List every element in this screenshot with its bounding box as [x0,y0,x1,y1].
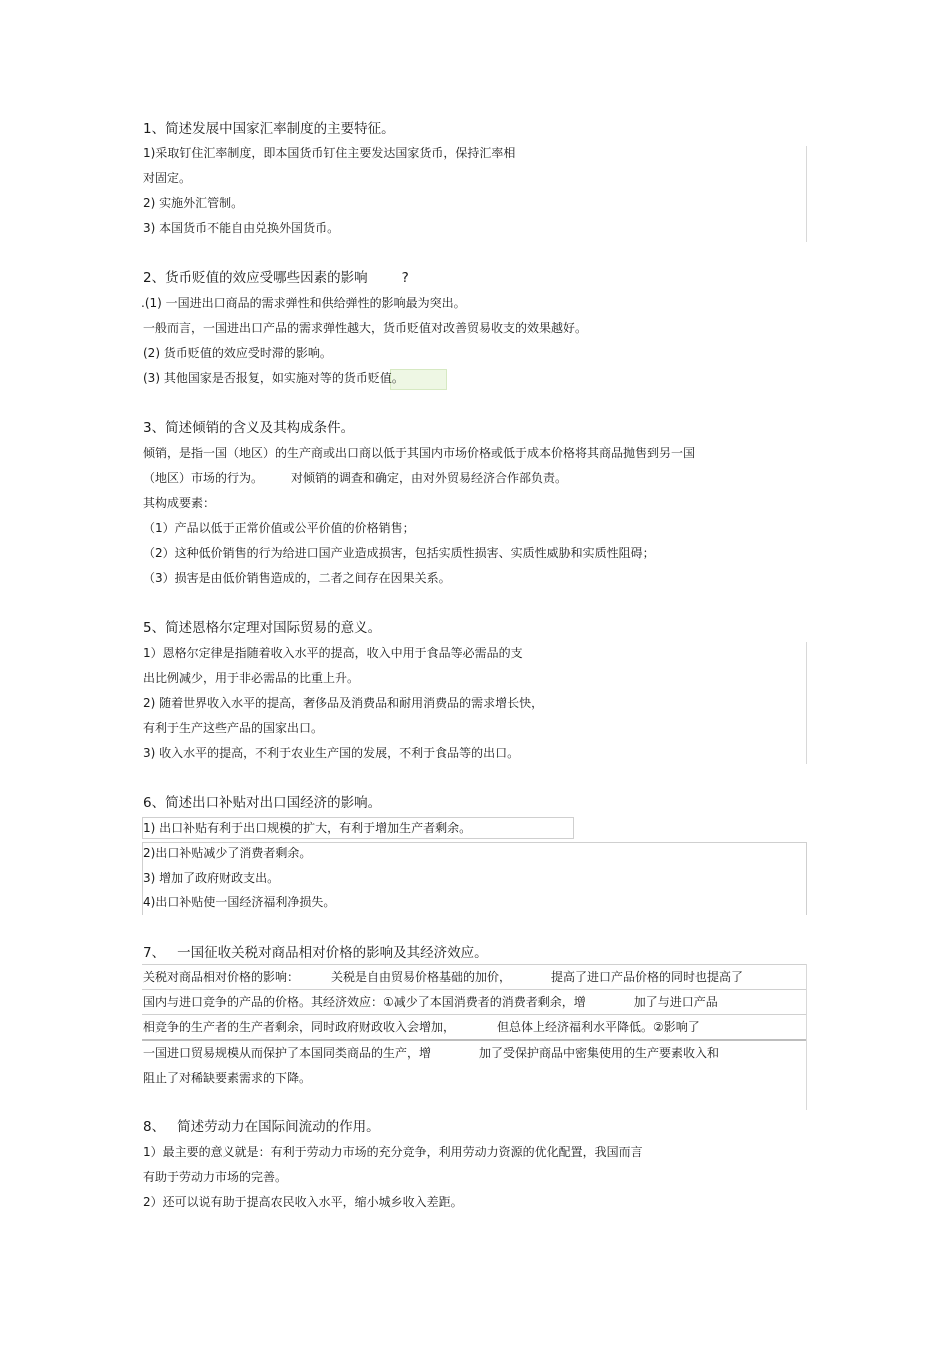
section-5-line-1: 1）恩格尔定律是指随着收入水平的提高，收入中用于食品等必需品的支 [143,646,523,660]
section-7-line-2-a: 国内与进口竞争的产品的价格。其经济效应：①减少了本国消费者的消费者剩余，增 [143,995,586,1009]
scan-rule [806,146,807,242]
section-3-heading: 3、简述倾销的含义及其构成条件。 [143,420,355,436]
section-7-line-1-b: 关税是自由贸易价格基础的加价， [331,970,512,984]
section-7-line-1-c: 提高了进口产品价格的同时也提高了 [551,970,744,984]
scan-rule [806,642,807,764]
section-7-line-1-a: 关税对商品相对价格的影响： [143,970,300,984]
section-1-heading: 1、简述发展中国家汇率制度的主要特征。 [143,121,395,137]
section-3-line-3: 其构成要素： [143,496,216,510]
section-7-line-2-b: 加了与进口产品 [633,995,718,1009]
section-8-heading-text: 简述劳动力在国际间流动的作用。 [177,1119,380,1135]
section-6-line-2: 2)出口补贴减少了消费者剩余。 [143,846,312,860]
scan-rule [142,1039,806,1041]
section-8-line-2: 有助于劳动力市场的完善。 [143,1170,288,1184]
section-7-line-3-a: 相竞争的生产者的生产者剩余，同时政府财政收入会增加， [143,1020,456,1034]
section-2-line-1: .(1) 一国进出口商品的需求弹性和供给弹性的影响最为突出。 [141,296,466,310]
section-3-line-6: （3）损害是由低价销售造成的，二者之间存在因果关系。 [143,571,451,585]
section-7-line-3 [143,1019,700,1035]
section-7-line-4-b: 加了受保护商品中密集使用的生产要素收入和 [479,1046,720,1060]
section-6-line-3: 3) 增加了政府财政支出。 [143,871,280,885]
section-2-heading-mark: ? [401,270,409,286]
section-6-heading: 6、简述出口补贴对出口国经济的影响。 [143,795,382,811]
section-2-line-2: 一般而言，一国进出口产品的需求弹性越大，货币贬值对改善贸易收支的效果越好。 [143,321,588,335]
section-5-line-3: 2) 随着世界收入水平的提高，奢侈品及消费品和耐用消费品的需求增长快， [143,696,544,710]
scan-rule [806,964,807,1110]
section-7-line-4-a: 一国进口贸易规模从而保护了本国同类商品的生产，增 [143,1046,432,1060]
section-8-line-1: 1）最主要的意义就是：有利于劳动力市场的充分竞争，利用劳动力资源的优化配置，我国而言 [143,1145,643,1159]
section-6-line-4: 4)出口补贴使一国经济福利净损失。 [143,895,336,909]
section-6-line-1: 1) 出口补贴有利于出口规模的扩大，有利于增加生产者剩余。 [143,821,472,835]
section-5-heading: 5、简述恩格尔定理对国际贸易的意义。 [143,620,382,636]
section-7-line-3-b: 但总体上经济福利水平降低。②影响了 [497,1020,700,1034]
section-7-line-4 [143,1045,719,1061]
section-2-heading-text: 2、货币贬值的效应受哪些因素的影响 [143,270,368,286]
section-3-line-2-a: （地区）市场的行为。 [143,471,264,485]
section-8-heading-number: 8、 [143,1119,166,1135]
section-1-line-2: 对固定。 [143,171,192,185]
section-8-line-3: 2）还可以说有助于提高农民收入水平，缩小城乡收入差距。 [143,1195,463,1209]
section-7-heading [143,944,488,962]
section-7-line-2 [143,994,718,1010]
section-3-line-1: 倾销，是指一国（地区）的生产商或出口商以低于其国内市场价格或低于成本价格将其商品抛售到另一国 [143,446,696,460]
section-2-line-4: (3) 其他国家是否报复，如实施对等的货币贬值。 [143,371,404,385]
scan-rule [142,1014,806,1015]
section-2-line-3: (2) 货币贬值的效应受时滞的影响。 [143,346,332,360]
section-2-heading [143,269,409,287]
scan-rule [142,989,806,990]
section-7-heading-text: 一国征收关税对商品相对价格的影响及其经济效应。 [177,945,488,961]
section-8-heading [143,1118,380,1136]
section-3-line-2 [143,470,567,486]
section-3-line-2-b: 对倾销的调查和确定，由对外贸易经济合作部负责。 [291,471,568,485]
section-5-line-5: 3) 收入水平的提高，不利于农业生产国的发展，不利于食品等的出口。 [143,746,520,760]
section-7-heading-number: 7、 [143,945,166,961]
section-3-line-4: （1）产品以低于正常价值或公平价值的价格销售； [143,521,415,535]
section-3-line-5: （2）这种低价销售的行为给进口国产业造成损害，包括实质性损害、实质性威胁和实质性阻碍； [143,546,655,560]
section-5-line-2: 出比例减少，用于非必需品的比重上升。 [143,671,360,685]
section-1-line-4: 3) 本国货币不能自由兑换外国货币。 [143,221,340,235]
scan-rule [142,964,806,965]
section-5-line-4: 有利于生产这些产品的国家出口。 [143,721,324,735]
section-1-line-1: 1)采取钉住汇率制度，即本国货币钉住主要发达国家货币，保持汇率相 [143,146,516,160]
section-7-line-5: 阻止了对稀缺要素需求的下降。 [143,1071,312,1085]
section-7-line-1 [143,969,743,985]
section-1-line-3: 2) 实施外汇管制。 [143,196,244,210]
